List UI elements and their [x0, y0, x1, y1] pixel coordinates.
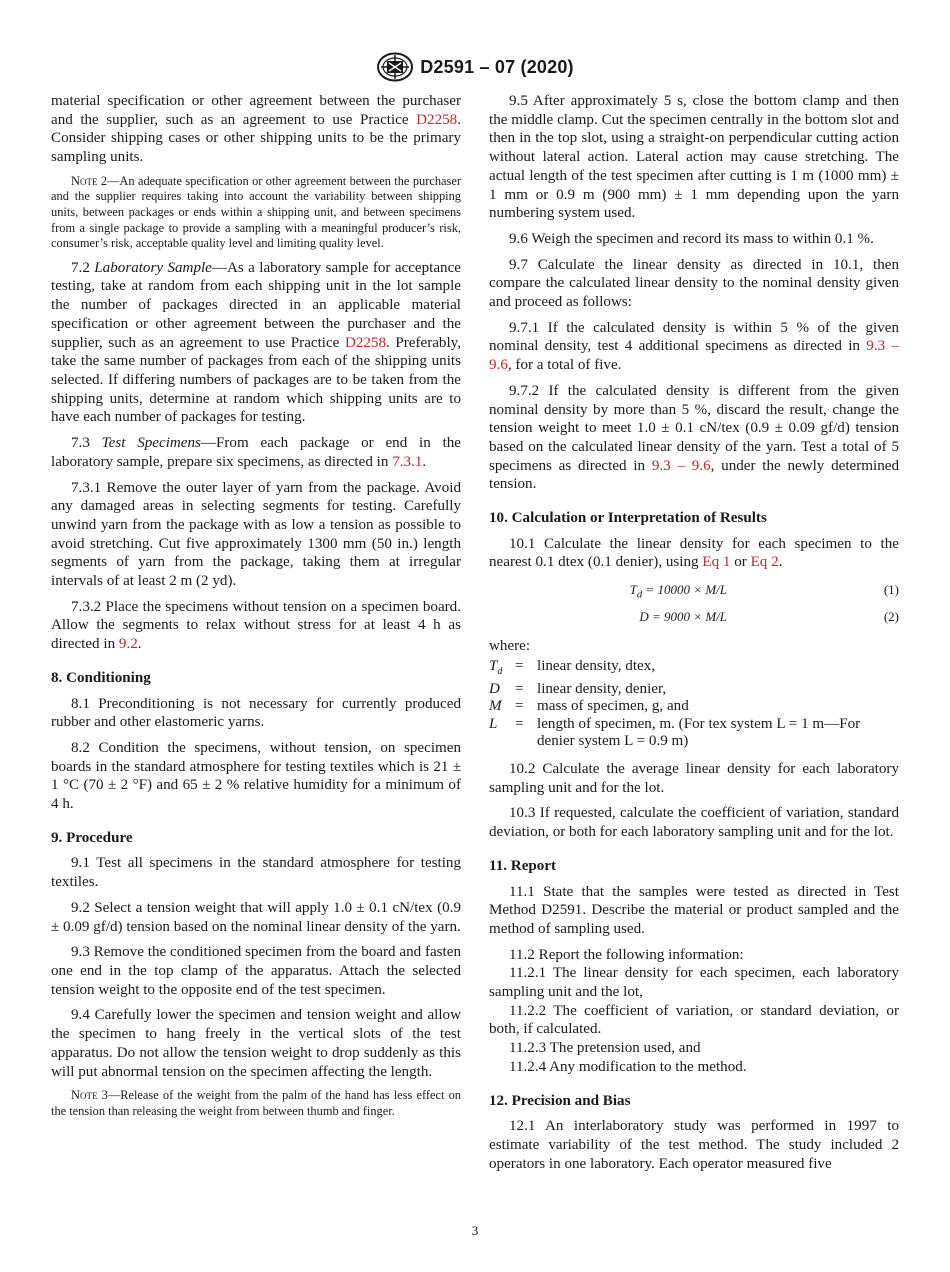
section-8-2: 8.2 Condition the specimens, without tension, on specimen boards in the standard atmosphere for testing textiles which is 21 ± 1 °C (70 ± 2 °F) and 65 ± 2 % relative humidity for a minimum of 4 h.	[51, 739, 461, 813]
ref-d2258-link[interactable]: D2258	[416, 111, 458, 128]
note-2: Note 2—An adequate specification or other agreement between the purchaser and the supplier requires taking into account the variability between shipping units, between packages or ends within a shipping unit, and between specimens from a single package to provide a sampling with a meaningful producer’s risk, consumer’s risk, acceptable quality level and limiting quality level.	[51, 173, 461, 251]
section-9-2: 9.2 Select a tension weight that will apply 1.0 ± 0.1 cN/tex (0.9 ± 0.09 gf/d) tension based on the nominal linear density of the yarn.	[51, 899, 461, 935]
heading-conditioning: 8. Conditioning	[51, 669, 151, 686]
right-column	[489, 92, 899, 1180]
definition-row: L = length of specimen, m. (For tex system L = 1 m—For denier system L = 0.9 m)	[489, 715, 861, 750]
section-9-6: 9.6 Weigh the specimen and record its mass to within 0.1 %.	[509, 230, 874, 247]
section-10-2: 10.2 Calculate the average linear density for each laboratory sampling unit and for the lot.	[489, 760, 899, 796]
section-8-1: 8.1 Preconditioning is not necessary for currently produced rubber and other elastomeric yarns.	[51, 695, 461, 731]
section-9-4: 9.4 Carefully lower the specimen and tension weight and allow the specimen to hang freely in the vertical slots of the test apparatus. Do not allow the tension weight to drop suddenly as this will put abnormal tension on the specimen affecting the length.	[51, 1007, 461, 1080]
section-10-1: 10.1 Calculate the linear density for each specimen to the nearest 0.1 dtex (0.1 denier), using Eq 1 or Eq 2.	[489, 535, 899, 571]
section-11-2-4: 11.2.4 Any modification to the method.	[509, 1058, 747, 1075]
ref-7-3-1-link[interactable]: 7.3.1	[392, 453, 423, 470]
section-9-7-1: 9.7.1 If the calculated density is within 5 % of the given nominal density, test 4 additional specimens as directed in 9.3 – 9.6, for a total of five.	[489, 319, 899, 374]
ref-9-2-link[interactable]: 9.2	[118, 636, 138, 653]
section-9-7-2: 9.7.2 If the calculated density is different from the given nominal density by more than 5 %, discard the result, change the tension weight to meet 1.0 ± 0.1 cN/tex (0.9 ± 0.09 gf/d) tension based on the calculated linear density of the yarn. Test a total of 5 specimens as directed in 9.3 – 9.6, under the newly determined tension.	[489, 382, 900, 493]
ref-eq-2-link[interactable]: Eq 2	[750, 554, 779, 571]
section-9-5: 9.5 After approximately 5 s, close the bottom clamp and then the middle clamp. Cut the specimen centrally in the bottom slot and then in the top slot, using a straight-on perpendicular cutting action without lateral action. Lateral action may cause stretching. The actual length of the test specimen after cutting is 1 m (1000 mm) ± 1 mm or 0.9 m (900 mm) ± 1 mm depending upon the yarn numbering system used.	[489, 93, 899, 222]
heading-procedure: 9. Procedure	[51, 829, 133, 846]
definition-row: $T_d$ = linear density, dtex,	[489, 658, 656, 678]
section-11-2-1: 11.2.1 The linear density for each specimen, each laboratory sampling unit and the lot,	[489, 965, 899, 1001]
ref-eq-1-link[interactable]: Eq 1	[702, 554, 731, 571]
heading-precision-bias: 12. Precision and Bias	[489, 1092, 631, 1109]
page-number: 3	[471, 1223, 479, 1238]
document-id: D2591 – 07 (2020)	[420, 56, 574, 77]
equation-1: $T_d = 10000 \times M/L$ (1)	[489, 579, 899, 606]
section-9-3: 9.3 Remove the conditioned specimen from the board and fasten one end in the top clamp of the apparatus. Attach the selected tension weight to the opposite end of the test specimen.	[51, 944, 461, 998]
paragraph-continued: material specification or other agreement between the purchaser and the supplier, such as an agreement to use Practice D2258. Consider shipping cases or other shipping units to be the primary sampling units.	[51, 93, 461, 166]
section-7-2: 7.2 Laboratory Sample—As a laboratory sample for acceptance testing, take at random from each shipping unit in the lot sample the number of packages directed in an applicable material specification or other agreement between the purchaser and the supplier, such as an agreement to use Practice D2258. Preferably, take the same number of packages from each of the shipping units selected. If differing numbers of packages are to be taken from the shipping units, determine at random which shipping units are to have each number of packages for testing.	[51, 259, 462, 426]
section-7-3: 7.3 Test Specimens—From each package or end in the laboratory sample, prepare six specimens, as directed in 7.3.1.	[51, 435, 461, 470]
section-11-2: 11.2 Report the following information:	[509, 946, 744, 963]
equation-2: D = 9000 × M/L (2)	[489, 606, 899, 627]
section-9-1: 9.1 Test all specimens in the standard atmosphere for testing textiles.	[51, 855, 461, 891]
section-11-1: 11.1 State that the samples were tested as directed in Test Method D2591. Describe the material or product sampled and the method of sampling used.	[489, 883, 899, 937]
section-10-3: 10.3 If requested, calculate the coefficient of variation, standard deviation, or both for each laboratory sampling unit and for the lot.	[489, 805, 899, 841]
where-label: where:	[489, 637, 531, 654]
heading-calculation: 10. Calculation or Interpretation of Results	[489, 510, 767, 527]
section-11-2-2: 11.2.2 The coefficient of variation, or standard deviation, or both, if calculated.	[489, 1002, 899, 1038]
definition-row: D = linear density, denier,	[489, 680, 667, 697]
variable-definitions	[489, 658, 899, 751]
ref-9-3-9-6-link[interactable]: 9.3 – 9.6	[489, 338, 899, 374]
ref-9-3-9-6-link[interactable]: 9.3 – 9.6	[651, 457, 711, 474]
section-7-3-1: 7.3.1 Remove the outer layer of yarn from the package. Avoid any damaged areas in selecting segments for testing. Carefully unwind yarn from the package with as low a tension as possible to avoid stretching. Cut five approximately 1300 mm (50 in.) length segments of yarn from the package, taking them at irregular intervals of at least 2 m (2 yd).	[51, 479, 461, 590]
equation-number: (1)	[883, 582, 899, 598]
astm-logo-icon	[376, 52, 414, 82]
section-7-3-2: 7.3.2 Place the specimens without tension on a specimen board. Allow the segments to relax without stress for at least 4 h as directed in 9.2.	[51, 598, 461, 653]
definition-row: M = mass of specimen, g, and	[489, 698, 689, 715]
ref-d2258-link[interactable]: D2258	[344, 334, 387, 351]
section-9-7: 9.7 Calculate the linear density as directed in 10.1, then compare the calculated linear density to the nominal density given and proceed as follows:	[489, 256, 899, 311]
page-header	[0, 52, 950, 87]
section-12-1: 12.1 An interlaboratory study was performed in 1997 to estimate variability of the test method. The study included 2 operators in one laboratory. Each operator measured five	[489, 1118, 899, 1172]
left-column	[51, 92, 461, 1126]
note-3: Note 3—Release of the weight from the palm of the hand has less effect on the tension than releasing the weight from between thumb and finger.	[51, 1088, 461, 1118]
section-11-2-3: 11.2.3 The pretension used, and	[509, 1040, 701, 1057]
equation-number: (2)	[883, 608, 899, 624]
heading-report: 11. Report	[489, 857, 557, 874]
